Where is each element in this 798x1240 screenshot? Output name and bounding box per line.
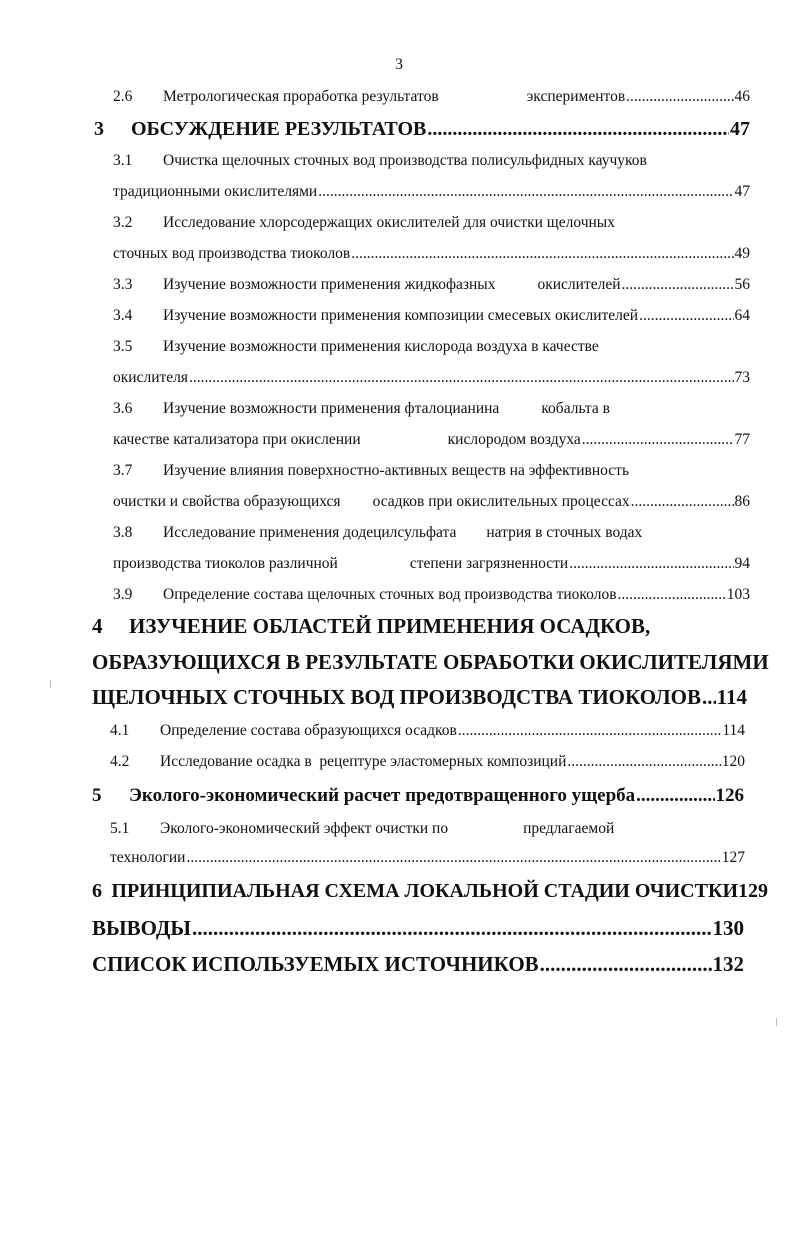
toc-chapter-4-cont xyxy=(92,650,769,675)
toc-page: 73 xyxy=(734,369,750,386)
leader-dots xyxy=(639,307,733,325)
toc-page: 126 xyxy=(715,785,744,806)
toc-entry-3-8 xyxy=(113,524,750,542)
toc-number: 3.8 xyxy=(113,524,133,541)
toc-title: ОБСУЖДЕНИЕ РЕЗУЛЬТАТОВ xyxy=(131,118,427,140)
toc-title-cont: качестве катализатора при окислении xyxy=(113,431,361,448)
toc-page: 103 xyxy=(726,586,750,603)
toc-number: 3.3 xyxy=(113,276,133,293)
toc-entry-3-8-cont xyxy=(113,555,750,573)
toc-chapter-6 xyxy=(92,880,768,903)
leader-dots xyxy=(427,118,729,141)
toc-chapter-5 xyxy=(92,785,744,807)
toc-title-cont: ЩЕЛОЧНЫХ СТОЧНЫХ ВОД ПРОИЗВОДСТВА ТИОКОЛОВ xyxy=(92,685,701,709)
toc-number: 4.1 xyxy=(110,722,130,739)
toc-entry-4-2 xyxy=(110,753,745,771)
toc-entry-2-6 xyxy=(113,88,750,106)
toc-number: 3.5 xyxy=(113,338,133,355)
toc-number: 3.2 xyxy=(113,214,133,231)
toc-title-cont: традиционными окислителями xyxy=(113,183,318,200)
toc-title-cont: натрия в сточных водах xyxy=(486,524,643,541)
toc-title-cont: окислителей xyxy=(537,276,621,293)
toc-page: 132 xyxy=(712,952,744,976)
toc-page: 114 xyxy=(716,685,747,709)
leader-dots xyxy=(192,916,712,941)
toc-entry-3-7 xyxy=(113,462,750,480)
toc-title-cont: ОБРАЗУЮЩИХСЯ В РЕЗУЛЬТАТЕ ОБРАБОТКИ ОКИСЛИТЕЛЯМИ xyxy=(92,650,769,674)
toc-entry-5-1 xyxy=(110,820,745,838)
toc-page: 49 xyxy=(734,245,750,262)
toc-conclusions xyxy=(92,916,744,941)
toc-number: 3.4 xyxy=(113,307,133,324)
toc-number: 3.7 xyxy=(113,462,133,479)
toc-page: 56 xyxy=(734,276,750,293)
leader-dots xyxy=(626,88,733,106)
toc-entry-3-6-cont xyxy=(113,431,750,449)
toc-title-cont: экспериментов xyxy=(526,88,626,105)
leader-dots xyxy=(189,369,733,387)
toc-title: Исследование хлорсодержащих окислителей для очистки щелочных xyxy=(163,214,615,231)
leader-dots xyxy=(569,555,733,573)
toc-number: 6 xyxy=(92,880,102,902)
toc-number: 4 xyxy=(92,614,103,638)
toc-title: Метрологическая проработка результатов xyxy=(163,88,439,105)
toc-title: Изучение возможности применения композиции смесевых окислителей xyxy=(163,307,639,324)
leader-dots xyxy=(636,785,714,807)
leader-dots xyxy=(622,276,734,294)
toc-entry-3-5 xyxy=(113,338,750,356)
toc-number: 3.1 xyxy=(113,152,133,169)
leader-dots xyxy=(567,753,720,771)
leader-dots xyxy=(540,952,712,977)
toc-number: 5.1 xyxy=(110,820,130,837)
toc-title-cont: очистки и свойства образующихся xyxy=(113,493,341,510)
page-number: 3 xyxy=(395,56,403,73)
scan-artifact xyxy=(50,680,51,688)
leader-dots xyxy=(582,431,734,449)
toc-title: Исследование осадка в рецептуре эластомерных композиций xyxy=(160,753,567,770)
toc-entry-3-1-cont xyxy=(113,183,750,201)
toc-page: 47 xyxy=(734,183,750,200)
toc-title: Изучение возможности применения кислорода воздуха в качестве xyxy=(163,338,599,355)
toc-title: Очистка щелочных сточных вод производства полисульфидных каучуков xyxy=(163,152,647,169)
toc-title: Эколого-экономический расчет предотвращенного ущерба xyxy=(129,785,636,806)
toc-entry-3-6 xyxy=(113,400,750,418)
toc-title: Изучение возможности применения жидкофазных xyxy=(163,276,496,293)
leader-dots xyxy=(702,685,716,710)
toc-page: 77 xyxy=(734,431,750,448)
toc-entry-4-1 xyxy=(110,722,745,740)
toc-entry-3-7-cont xyxy=(113,493,750,511)
toc-page: 86 xyxy=(734,493,750,510)
toc-title-cont: кобальта в xyxy=(541,400,610,417)
toc-number: 4.2 xyxy=(110,753,130,770)
toc-chapter-4-cont xyxy=(92,685,747,710)
toc-title-cont: сточных вод производства тиоколов xyxy=(113,245,351,262)
toc-page: 114 xyxy=(722,722,745,739)
toc-title: Исследование применения додецилсульфата xyxy=(163,524,457,541)
toc-page: 64 xyxy=(734,307,750,324)
toc-title: Эколого-экономический эффект очистки по xyxy=(160,820,449,837)
toc-title: ПРИНЦИПИАЛЬНАЯ СХЕМА ЛОКАЛЬНОЙ СТАДИИ ОЧИСТКИ xyxy=(111,880,738,902)
leader-dots xyxy=(318,183,733,201)
toc-title-cont: степени загрязненности xyxy=(409,555,569,572)
toc-number: 5 xyxy=(92,785,102,806)
toc-title-cont: кислородом воздуха xyxy=(447,431,581,448)
toc-title-cont: технологии xyxy=(110,849,186,866)
toc-page: 129 xyxy=(738,880,768,902)
toc-title: Определение состава образующихся осадков xyxy=(160,722,457,739)
toc-title: ВЫВОДЫ xyxy=(92,916,191,940)
toc-entry-3-2-cont xyxy=(113,245,750,263)
toc-number: 3.9 xyxy=(113,586,133,603)
toc-chapter-4 xyxy=(92,614,762,639)
toc-title: ИЗУЧЕНИЕ ОБЛАСТЕЙ ПРИМЕНЕНИЯ ОСАДКОВ, xyxy=(129,614,651,638)
toc-title: Определение состава щелочных сточных вод производства тиоколов xyxy=(163,586,617,603)
leader-dots xyxy=(631,493,734,511)
toc-title-cont: предлагаемой xyxy=(523,820,615,837)
toc-number: 3.6 xyxy=(113,400,133,417)
toc-page: 47 xyxy=(730,118,750,140)
leader-dots xyxy=(618,586,726,604)
toc-page: 130 xyxy=(712,916,744,940)
toc-references xyxy=(92,952,744,977)
toc-title: Изучение влияния поверхностно-активных веществ на эффективность xyxy=(163,462,630,479)
leader-dots xyxy=(186,849,720,867)
toc-entry-5-1-cont xyxy=(110,849,745,867)
toc-chapter-3 xyxy=(94,118,750,141)
toc-page: 94 xyxy=(734,555,750,572)
leader-dots xyxy=(351,245,733,263)
toc-entry-3-4 xyxy=(113,307,750,325)
toc-entry-3-3 xyxy=(113,276,750,294)
toc-number: 3 xyxy=(94,118,104,140)
toc-title-cont: производства тиоколов различной xyxy=(113,555,338,572)
toc-entry-3-1 xyxy=(113,152,750,170)
toc-page: 46 xyxy=(734,88,750,105)
toc-title-cont: окислителя xyxy=(113,369,189,386)
toc-title-cont: осадков при окислительных процессах xyxy=(372,493,630,510)
toc-title: СПИСОК ИСПОЛЬЗУЕМЫХ ИСТОЧНИКОВ xyxy=(92,952,539,976)
toc-number: 2.6 xyxy=(113,88,133,105)
toc-page: 120 xyxy=(721,753,745,770)
toc-entry-3-2 xyxy=(113,214,750,232)
leader-dots xyxy=(458,722,721,740)
toc-page: 127 xyxy=(721,849,745,866)
toc-entry-3-5-cont xyxy=(113,369,750,387)
toc-entry-3-9 xyxy=(113,586,750,604)
scan-artifact xyxy=(776,1018,777,1026)
toc-title: Изучение возможности применения фталоцианина xyxy=(163,400,500,417)
